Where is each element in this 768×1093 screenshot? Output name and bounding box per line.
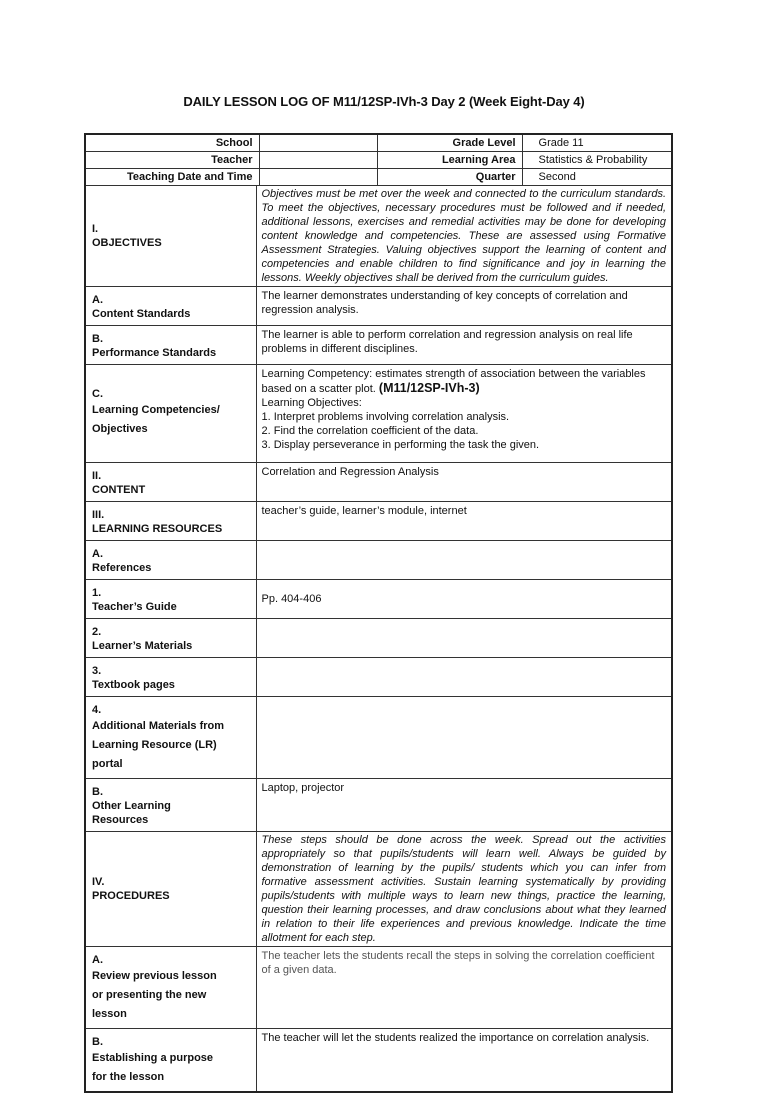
- teachers-guide-value: Pp. 404-406: [256, 579, 672, 618]
- learning-objective-3: 3. Display perseverance in performing the task the given.: [261, 438, 540, 451]
- other-resources-label-cell: [85, 778, 256, 831]
- learning-area-value: Statistics & Probability: [522, 151, 672, 168]
- textbook-pages-label-cell: [85, 657, 256, 696]
- performance-standards-value: The learner is able to perform correlation and regression analysis on real life problems in different disciplines.: [256, 325, 672, 364]
- review-number: A.: [92, 953, 103, 966]
- additional-materials-number: 4.: [92, 703, 102, 716]
- learning-competency-text: Learning Competency: estimates strength of association between the variables based on a scatter plot.: [261, 367, 646, 395]
- other-resources-label: Other Learning Resources: [92, 799, 171, 826]
- learning-objective-1: 1. Interpret problems involving correlation analysis.: [261, 410, 510, 423]
- grade-level-label: Grade Level: [377, 134, 522, 151]
- date-label: Teaching Date and Time: [85, 168, 259, 185]
- learning-resources-value: teacher’s guide, learner’s module, internet: [256, 501, 672, 540]
- references-label-cell: [85, 540, 256, 579]
- learners-materials-label-cell: [85, 618, 256, 657]
- other-resources-number: B.: [92, 785, 103, 798]
- quarter-label: Quarter: [377, 168, 522, 185]
- competency-code: (M11/12SP-IVh-3): [378, 380, 480, 395]
- purpose-label: Establishing a purpose for the lesson: [92, 1051, 214, 1083]
- content-number: II.: [92, 469, 102, 482]
- objectives-note: Objectives must be met over the week and connected to the curriculum standards. To meet the objectives, necessary procedures must be followed and if needed, additional lessons, exercises and remedial activities may be done for developing content knowledge and competencies. These are assessed using Formative Assessment Strategies. Valuing objectives support the learning of content and competencies and enable children to find significance and joy in learning the lessons. Weekly objectives shall be derived from the curriculum guides.: [256, 185, 672, 286]
- learning-resources-number: III.: [92, 508, 105, 521]
- review-value: The teacher lets the students recall the steps in solving the correlation coefficient of a given data.: [256, 946, 672, 1028]
- content-standards-label-cell: [85, 286, 256, 325]
- procedures-note: These steps should be done across the week. Spread out the activities appropriately so that pupils/students will learn well. Always be guided by demonstration of learning by the pupils/ students which you can infer from formative assessment activities. Sustain learning systematically by providing pupils/students with multiple ways to learn new things, practice the learning, question their learning processes, and draw conclusions about what they learned in relation to their life experiences and previous knowledge. Indicate the time allotment for each step.: [256, 831, 672, 946]
- references-value: [256, 540, 672, 579]
- learning-resources-label-cell: [85, 501, 256, 540]
- content-label: CONTENT: [92, 483, 146, 496]
- teachers-guide-label-cell: [85, 579, 256, 618]
- review-label: Review previous lesson or presenting the new lesson: [92, 969, 217, 1020]
- purpose-number: B.: [92, 1035, 103, 1048]
- additional-materials-label: Additional Materials from Learning Resource (LR) portal: [92, 719, 225, 770]
- content-standards-row: [85, 286, 672, 325]
- performance-standards-label: Performance Standards: [92, 346, 217, 359]
- objectives-label-cell: [85, 185, 256, 286]
- additional-materials-row: [85, 696, 672, 778]
- textbook-pages-number: 3.: [92, 664, 102, 677]
- performance-standards-number: B.: [92, 332, 103, 345]
- other-resources-row: [85, 778, 672, 831]
- quarter-value: Second: [522, 168, 672, 185]
- review-row: [85, 946, 672, 1028]
- procedures-label-cell: [85, 831, 256, 946]
- teacher-value: [259, 151, 377, 168]
- learning-objective-2: 2. Find the correlation coefficient of the data.: [261, 424, 479, 437]
- additional-materials-label-cell: [85, 696, 256, 778]
- procedures-number: IV.: [92, 875, 105, 888]
- content-standards-value: The learner demonstrates understanding of key concepts of correlation and regression analysis.: [256, 286, 672, 325]
- competencies-label-cell: [85, 364, 256, 462]
- date-value: [259, 168, 377, 185]
- performance-standards-label-cell: [85, 325, 256, 364]
- performance-standards-row: [85, 325, 672, 364]
- header-row-date: [85, 168, 672, 185]
- purpose-label-cell: [85, 1028, 256, 1092]
- competencies-value-cell: [256, 364, 672, 462]
- learning-resources-label: LEARNING RESOURCES: [92, 522, 223, 535]
- learning-objectives-heading: Learning Objectives:: [261, 396, 362, 409]
- learning-resources-row: [85, 501, 672, 540]
- school-value: [259, 134, 377, 151]
- review-label-cell: [85, 946, 256, 1028]
- learners-materials-row: [85, 618, 672, 657]
- document-title: DAILY LESSON LOG OF M11/12SP-IVh-3 Day 2 (Week Eight-Day 4): [183, 94, 585, 109]
- procedures-label: PROCEDURES: [92, 889, 170, 902]
- objectives-label: OBJECTIVES: [92, 236, 162, 249]
- header-row-school: [85, 134, 672, 151]
- references-label: References: [92, 561, 152, 574]
- teachers-guide-row: [85, 579, 672, 618]
- learners-materials-number: 2.: [92, 625, 102, 638]
- purpose-value: The teacher will let the students realized the importance on correlation analysis.: [256, 1028, 672, 1092]
- references-number: A.: [92, 547, 103, 560]
- grade-level-value: Grade 11: [522, 134, 672, 151]
- references-row: [85, 540, 672, 579]
- competencies-number: C.: [92, 388, 103, 400]
- teachers-guide-label: Teacher’s Guide: [92, 600, 177, 613]
- other-resources-value: Laptop, projector: [256, 778, 672, 831]
- header-row-teacher: [85, 151, 672, 168]
- content-row: [85, 462, 672, 501]
- content-standards-number: A.: [92, 293, 103, 306]
- objectives-number: I.: [92, 222, 99, 235]
- content-value: Correlation and Regression Analysis: [256, 462, 672, 501]
- lesson-log-table: [84, 133, 673, 1093]
- purpose-row: [85, 1028, 672, 1092]
- textbook-pages-label: Textbook pages: [92, 678, 175, 691]
- school-label: School: [85, 134, 259, 151]
- teachers-guide-number: 1.: [92, 586, 102, 599]
- textbook-pages-value: [256, 657, 672, 696]
- additional-materials-value: [256, 696, 672, 778]
- learning-area-label: Learning Area: [377, 151, 522, 168]
- textbook-pages-row: [85, 657, 672, 696]
- teacher-label: Teacher: [85, 151, 259, 168]
- content-label-cell: [85, 462, 256, 501]
- learners-materials-value: [256, 618, 672, 657]
- objectives-row: [85, 185, 672, 286]
- procedures-row: [85, 831, 672, 946]
- learners-materials-label: Learner’s Materials: [92, 639, 193, 652]
- competencies-row: [85, 364, 672, 462]
- content-standards-label: Content Standards: [92, 307, 191, 320]
- competencies-label: Learning Competencies/ Objectives: [92, 404, 220, 435]
